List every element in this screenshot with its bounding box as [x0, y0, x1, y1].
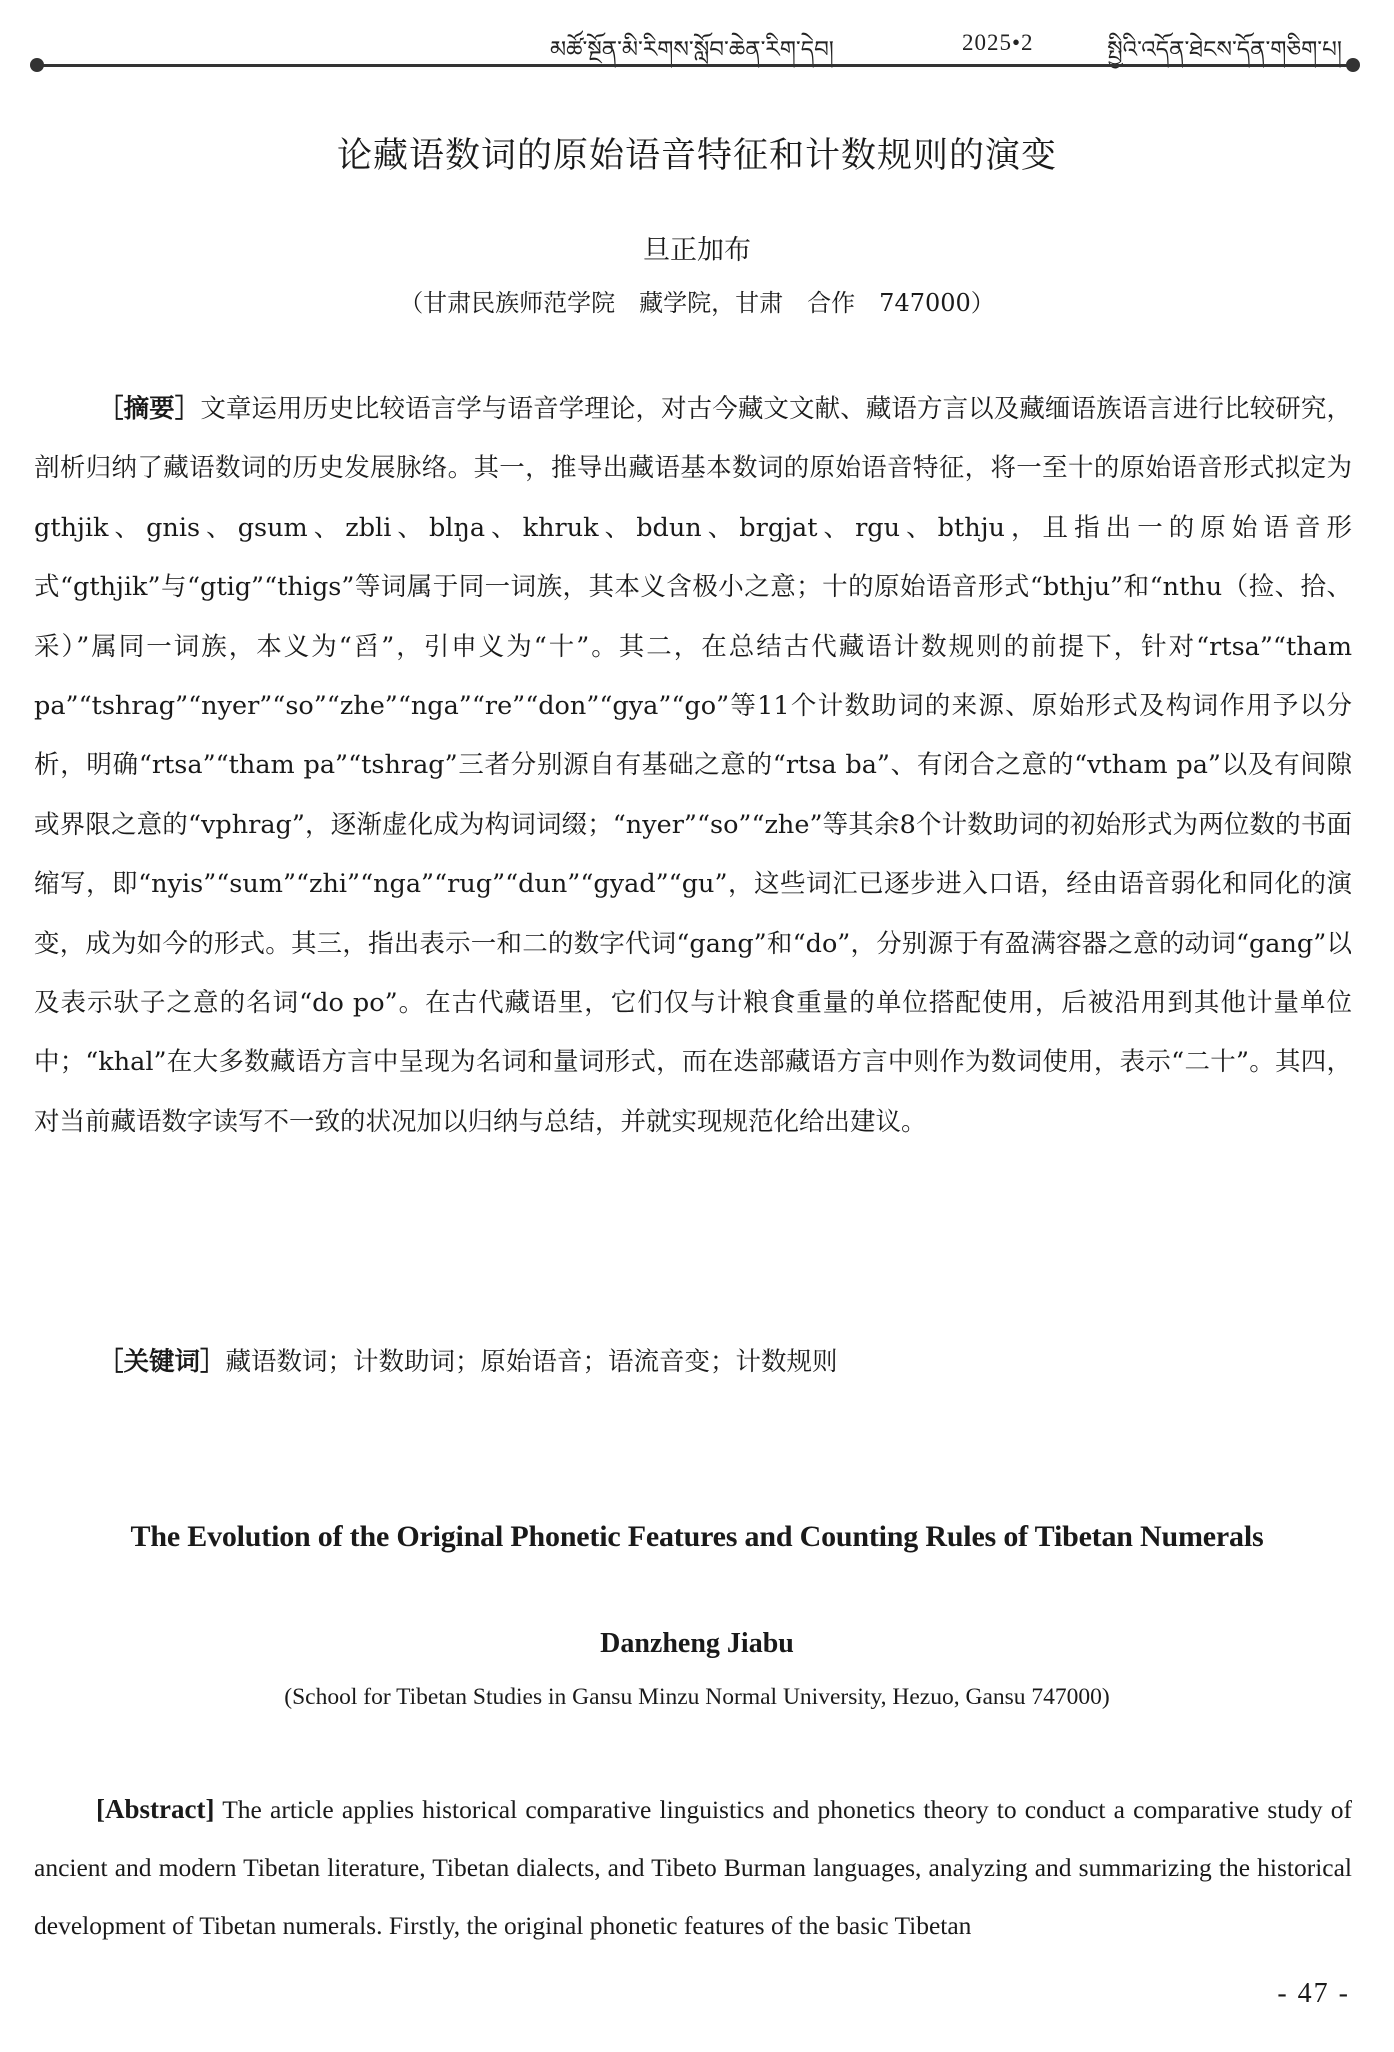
running-header: [30, 18, 1360, 66]
rule-end-dot-right: [1346, 58, 1360, 72]
issue-number: 2025•2: [962, 30, 1034, 55]
chinese-title: 论藏语数词的原始语音特征和计数规则的演变: [336, 136, 1057, 176]
chinese-keywords-label: ［关键词］: [98, 1347, 226, 1377]
chinese-abstract-label: ［摘要］: [98, 394, 201, 424]
chinese-keywords-text: 藏语数词；计数助词；原始语音；语流音变；计数规则: [225, 1347, 838, 1377]
chinese-affiliation: （甘肃民族师范学院 藏学院，甘肃 合作 747000）: [399, 289, 995, 317]
english-abstract-label: [Abstract]: [96, 1794, 215, 1824]
chinese-abstract-text: 文章运用历史比较语言学与语音学理论，对古今藏文文献、藏语方言以及藏缅语族语言进行比较研究，剖析归纳了藏语数词的历史发展脉络。其一，推导出藏语基本数词的原始语音特征，将一至十的原始语音形式拟定为gthjik、gnis、gsum、zbli、blŋa、khruk、bdun、brgjat、rgu、bthju，且指出一的原始语音形式“gthjik”与“gtig”“thigs”等词属于同一词族，其本义含极小之意；十的原始语音形式“bthju”和“nthu（捡、拾、采）”属同一词族，本义为“舀”，引申义为“十”。其二，在总结古代藏语计数规则的前提下，针对“rtsa”“tham pa”“tshrag”“nyer”“so”“zhe”“nga”“re”“don”“gya”“go”等11个计数助词的来源、原始形式及构词作用予以分析，明确“rtsa”“tham pa”“tshrag”三者分别源自有基础之意的“rtsa ba”、有闭合之意的“vtham pa”以及有间隙或界限之意的“vphrag”，逐渐虚化成为构词词缀；“nyer”“so”“zhe”等其余8个计数助词的初始形式为两位数的书面缩写，即“nyis”“sum”“zhi”“nga”“rug”“dun”“gyad”“gu”，这些词汇已逐步进入口语，经由语音弱化和同化的演变，成为如今的形式。其三，指出表示一和二的数字代词“gang”和“do”，分别源于有盈满容器之意的动词“gang”以及表示驮子之意的名词“do po”。在古代藏语里，它们仅与计粮食重量的单位搭配使用，后被沿用到其他计量单位中；“khal”在大多数藏语方言中呈现为名词和量词形式，而在迭部藏语方言中则作为数词使用，表示“二十”。其四，对当前藏语数字读写不一致的状况加以归纳与总结，并就实现规范化给出建议。: [34, 394, 1352, 1137]
journal-name-tibetan: མཚོ་སྔོན་མི་རིགས་སློབ་ཆེན་རིག་དེབ།: [550, 37, 834, 63]
english-abstract-text: The article applies historical comparative linguistics and phonetics theory to conduct a comparative study of ancient and modern Tibetan literature, Tibetan dialects, and Tibeto Burman languages, analyzing and summarizing the historical development of Tibetan numerals. Firstly, the original phonetic features of the basic Tibetan: [34, 1795, 1352, 1940]
english-author: Danzheng Jiabu: [600, 1628, 794, 1659]
header-rule: [36, 64, 1354, 67]
rule-end-dot-left: [30, 58, 44, 72]
chinese-author: 旦正加布: [643, 235, 751, 266]
chinese-keywords: [98, 1342, 1352, 1382]
chinese-abstract: [34, 380, 1352, 1152]
english-abstract: [34, 1780, 1352, 1955]
english-title: The Evolution of the Original Phonetic Features and Counting Rules of Tibetan Numerals: [130, 1520, 1264, 1553]
page-number: - 47 -: [1277, 1978, 1350, 2009]
volume-number-tibetan: སྤྱིའི་འདོན་ཐེངས་དོན་གཅིག་པ།: [1107, 37, 1342, 63]
english-affiliation: (School for Tibetan Studies in Gansu Minzu Normal University, Hezuo, Gansu 747000): [284, 1684, 1110, 1710]
